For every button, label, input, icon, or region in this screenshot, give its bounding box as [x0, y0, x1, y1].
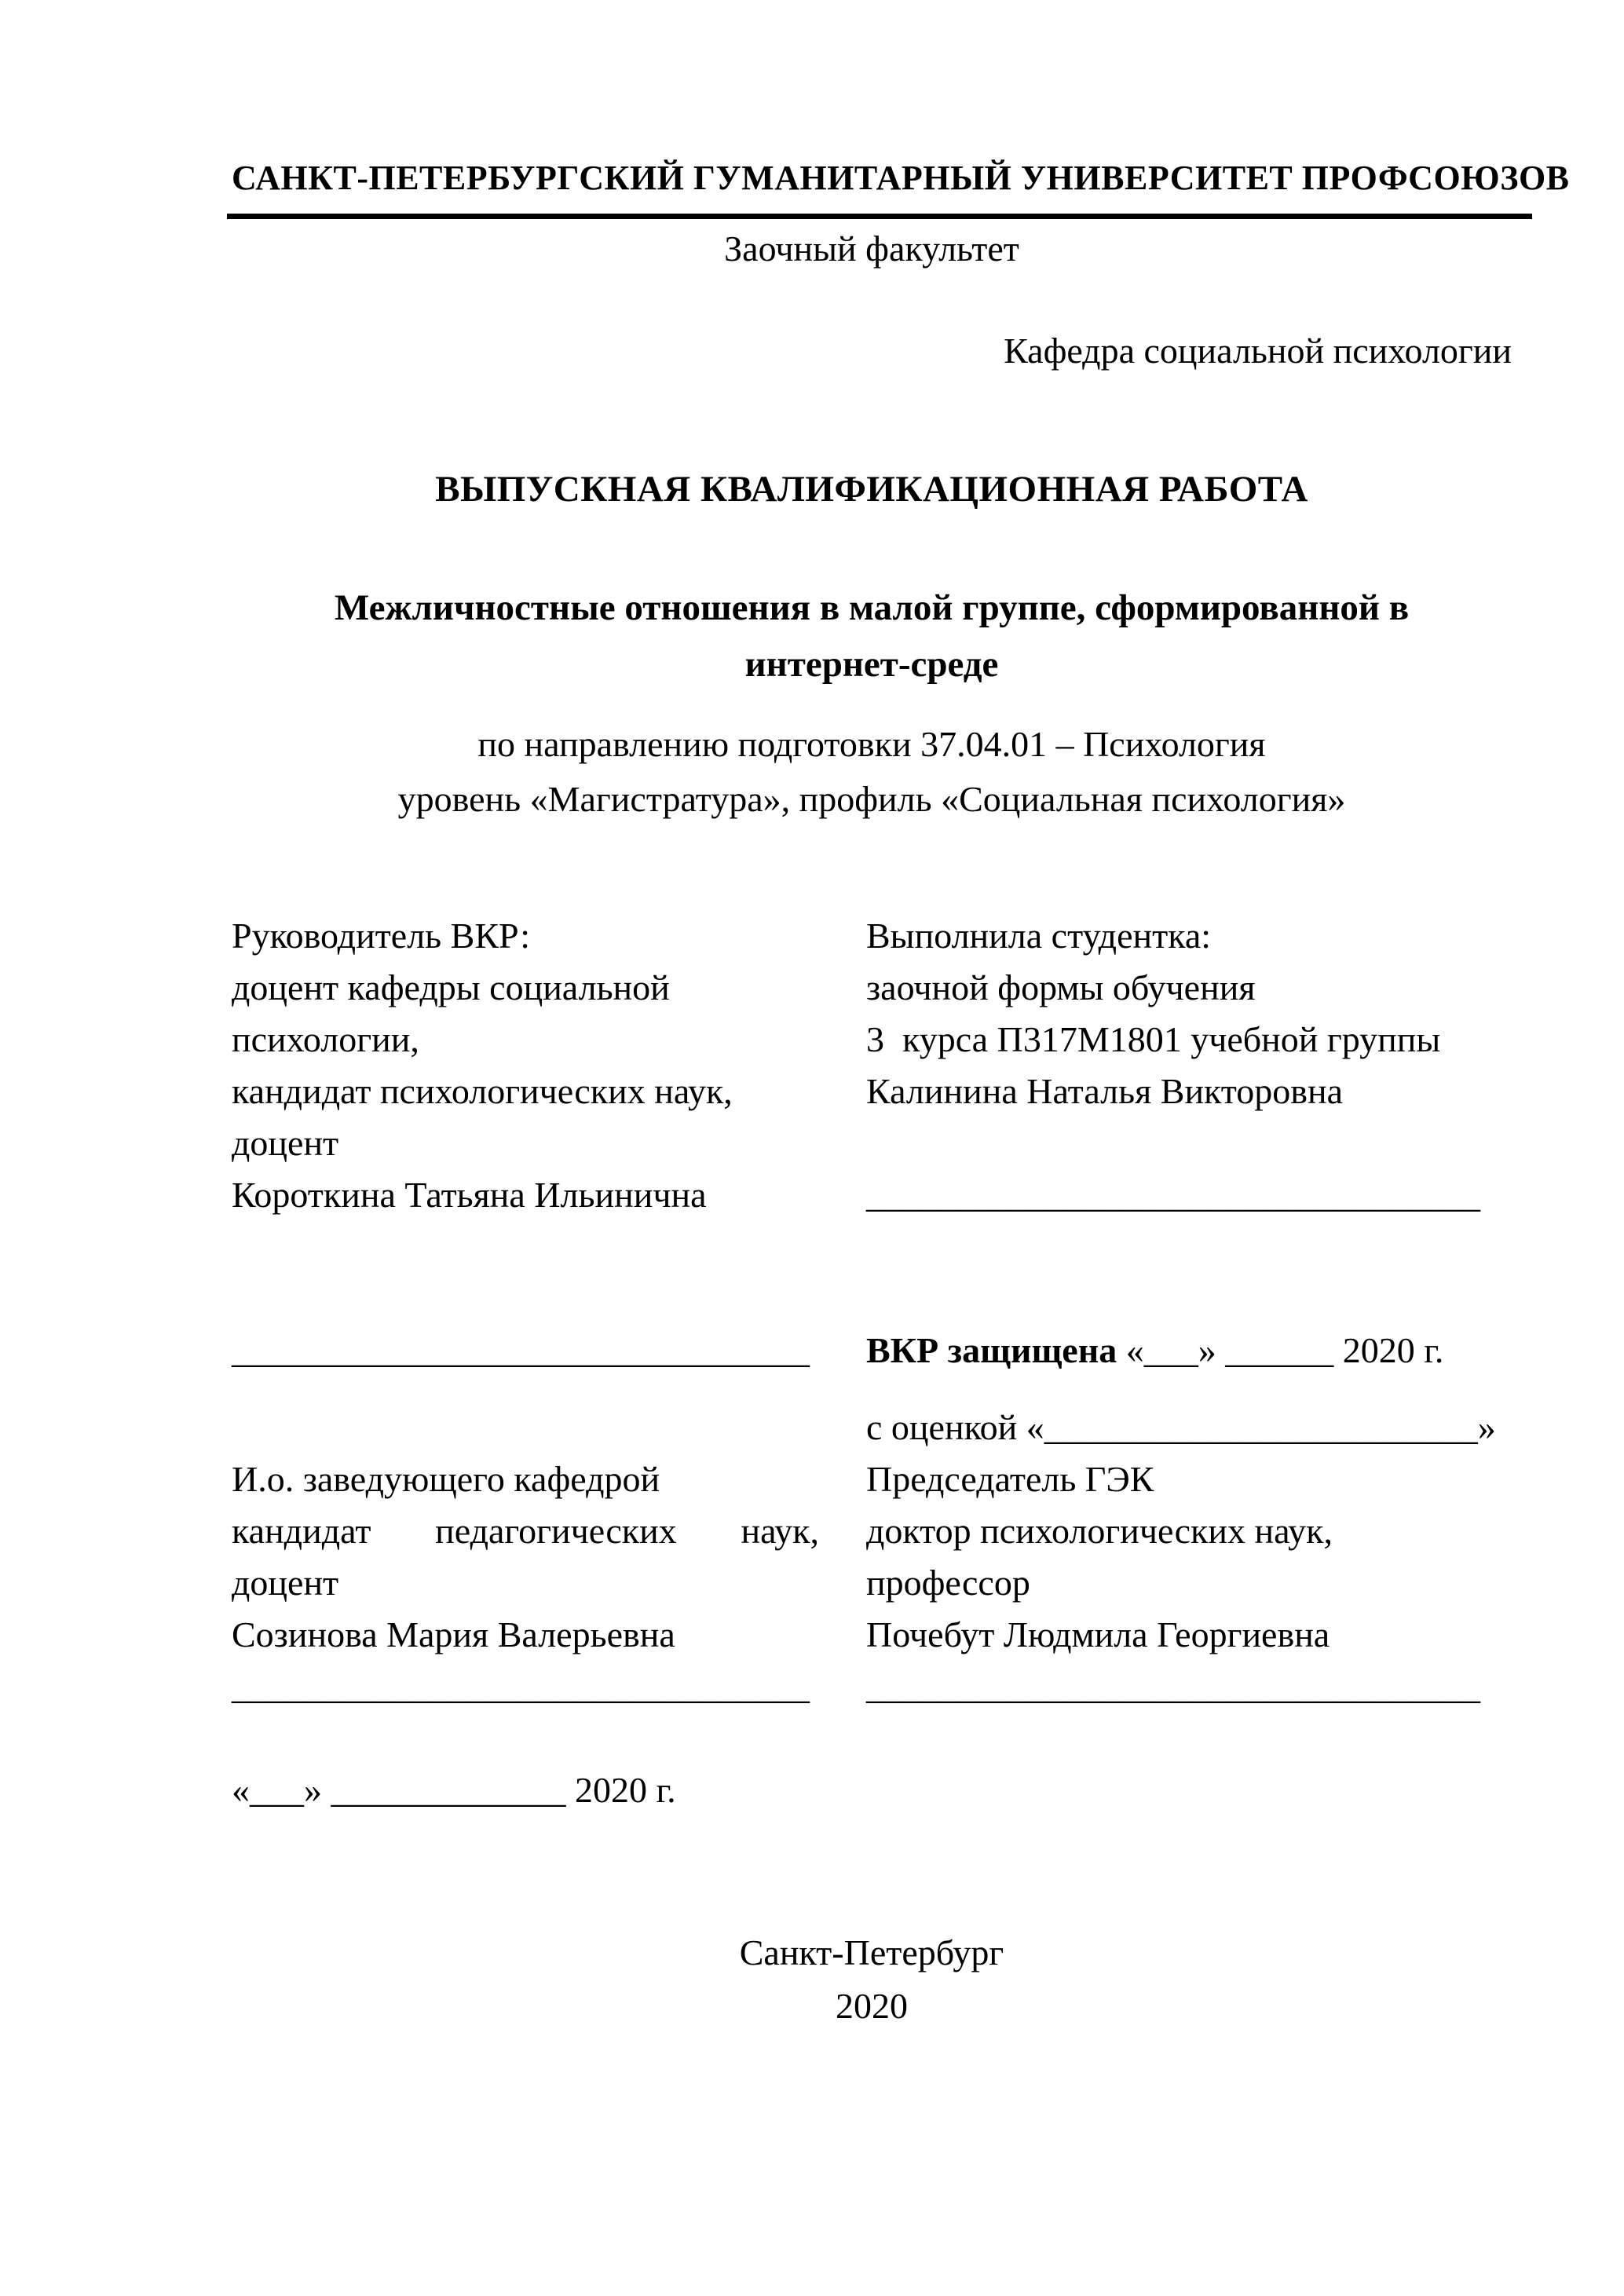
thesis-title-line1: Межличностные отношения в малой группе, сформированной в: [334, 587, 1410, 628]
head-signature-line: ________________________________: [232, 1666, 810, 1706]
supervisor-line1: доцент кафедры социальной: [232, 967, 670, 1007]
student-heading: Выполнила студентка:: [866, 916, 1212, 956]
student-signature-line: __________________________________: [866, 1175, 1480, 1215]
chair-line2: профессор: [866, 1563, 1030, 1603]
supervisor-line4: доцент: [232, 1123, 339, 1163]
university-name: САНКТ-ПЕТЕРБУРГСКИЙ ГУМАНИТАРНЫЙ УНИВЕРСИТЕТ ПРОФСОЮЗОВ: [232, 159, 1570, 197]
chair-name: Почебут Людмила Георгиевна: [866, 1614, 1330, 1654]
defense-date-line: [866, 1325, 1512, 1377]
supervisor-line3: кандидат психологических наук,: [232, 1071, 733, 1111]
faculty-name: Заочный факультет: [724, 229, 1019, 269]
signatures-section-top: [232, 910, 1512, 1377]
defense-date-blanks: «___» ______ 2020 г.: [1117, 1330, 1444, 1370]
head-heading: И.о. заведующего кафедрой: [232, 1459, 660, 1499]
empty-cell: [866, 1713, 1512, 1764]
empty-cell: [232, 1713, 819, 1764]
defense-label: ВКР защищена: [866, 1330, 1117, 1370]
footer-block: [232, 1926, 1512, 2033]
empty-cell: [866, 1117, 1512, 1169]
year-label: 2020: [836, 1986, 908, 2026]
student-line1: заочной формы обучения: [866, 967, 1256, 1007]
empty-cell: [232, 1402, 819, 1453]
student-name: Калинина Наталья Викторовна: [866, 1071, 1344, 1111]
supervisor-name: Короткина Татьяна Ильинична: [232, 1175, 707, 1215]
program-line1: по направлению подготовки 37.04.01 – Психология: [477, 724, 1266, 764]
work-type-heading: ВЫПУСКНАЯ КВАЛИФИКАЦИОННАЯ РАБОТА: [435, 469, 1308, 510]
thesis-title-line2: интернет-среде: [744, 644, 999, 685]
student-line2: 3 курса П317М1801 учебной группы: [866, 1019, 1441, 1059]
program-line2: уровень «Магистратура», профиль «Социальная психология»: [397, 779, 1346, 819]
city-name: Санкт-Петербург: [739, 1932, 1004, 1972]
empty-cell: [866, 1764, 1512, 1816]
empty-cell: [866, 1221, 1512, 1273]
chair-signature-line: __________________________________: [866, 1666, 1480, 1706]
chair-heading: Председатель ГЭК: [866, 1459, 1154, 1499]
empty-cell: [232, 1221, 819, 1273]
head-line2: доцент: [232, 1563, 339, 1603]
supervisor-heading: Руководитель ВКР:: [232, 916, 531, 956]
program-info: [232, 717, 1512, 827]
head-line1: кандидат педагогических наук,: [232, 1511, 819, 1551]
section-spacer: [232, 1377, 1512, 1402]
thesis-title: [232, 579, 1512, 693]
head-date-line: «___» _____________ 2020 г.: [232, 1770, 676, 1810]
defense-grade-line: с оценкой «________________________»: [866, 1407, 1496, 1447]
empty-cell: [232, 1273, 819, 1325]
head-name: Созинова Мария Валерьевна: [232, 1614, 675, 1654]
signatures-section-bottom: [232, 1402, 1512, 1816]
department-name: Кафедра социальной психологии: [1004, 331, 1512, 371]
supervisor-signature-line: ________________________________: [232, 1330, 810, 1370]
supervisor-line2: психологии,: [232, 1019, 419, 1059]
empty-cell: [866, 1273, 1512, 1325]
header-rule: [227, 214, 1532, 219]
chair-line1: доктор психологических наук,: [866, 1511, 1333, 1551]
